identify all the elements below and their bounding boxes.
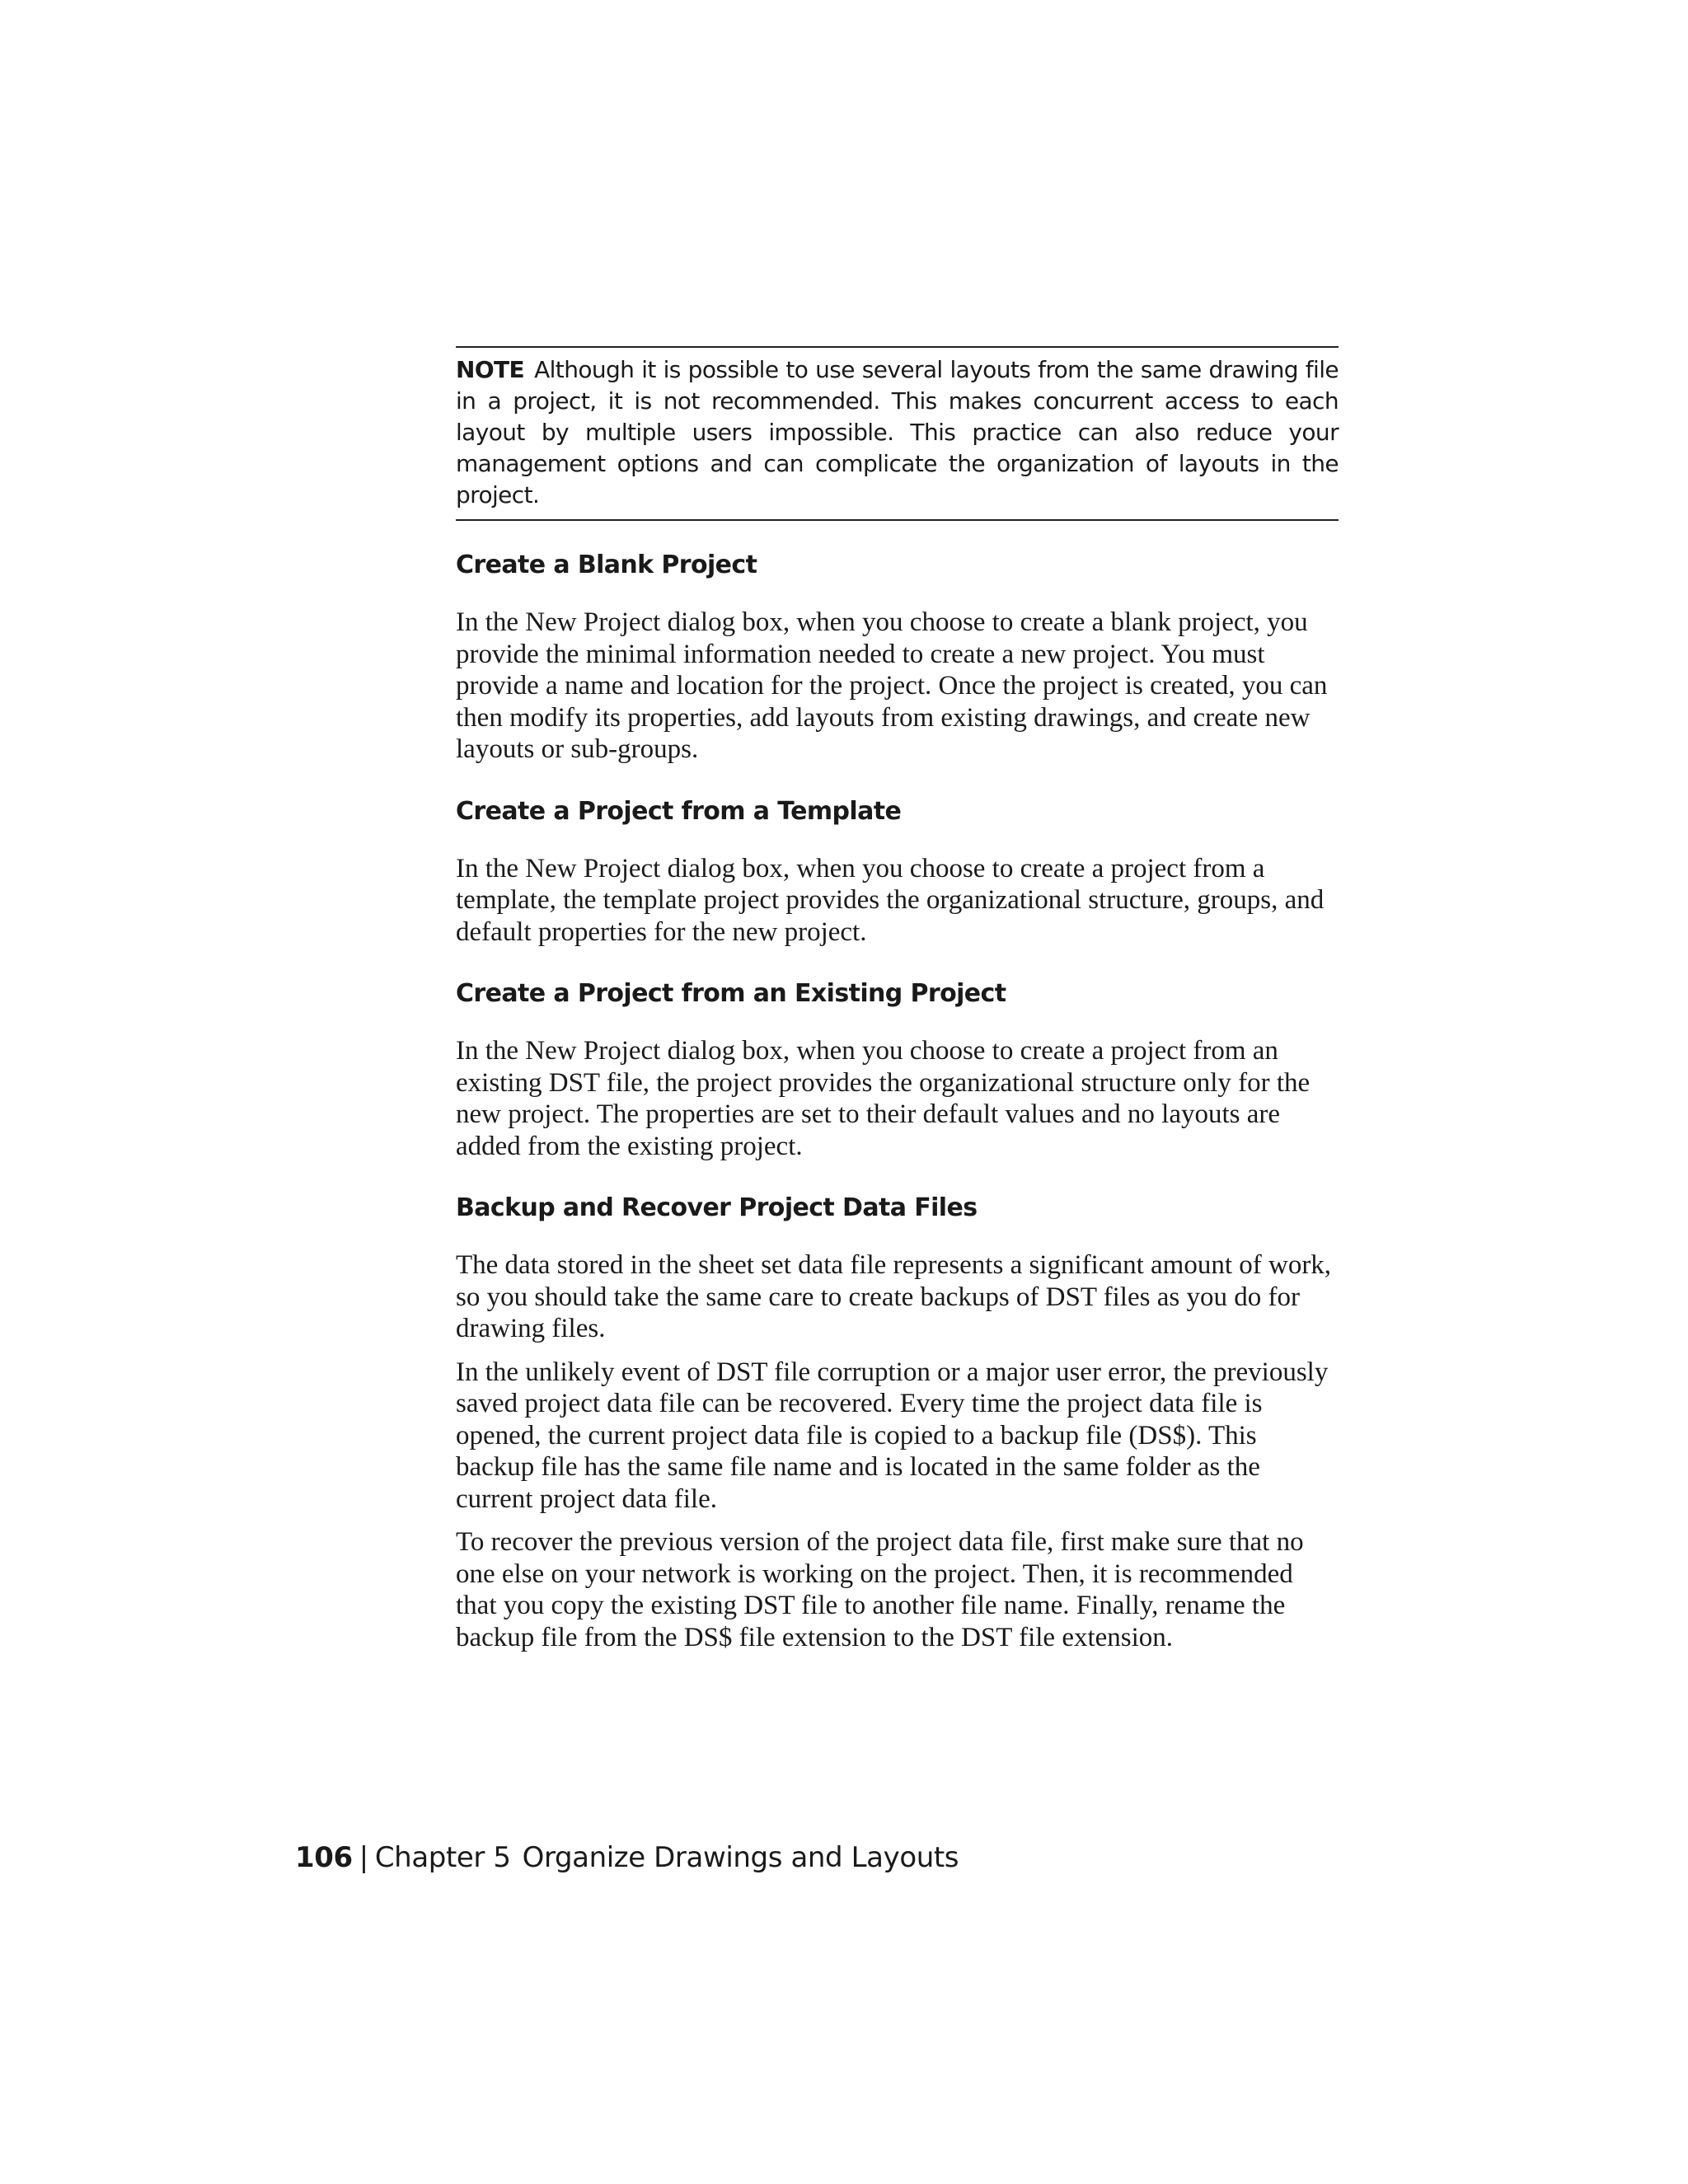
chapter-label: Chapter 5 [374, 1841, 511, 1874]
section-blank-project [456, 549, 1339, 766]
section-paragraph: In the New Project dialog box, when you choose to create a blank project, you provide the minimal information needed to create a new project. You must provide a name and location for the project. Once the project is created, you can then modify its properties, add layouts from existing drawings, and create new layouts or sub-groups. [456, 607, 1328, 764]
section-heading: Create a Project from an Existing Project [456, 979, 1006, 1008]
section-heading: Create a Blank Project [456, 551, 757, 579]
section-project-from-template [456, 795, 1339, 949]
page-number: 106 [295, 1841, 353, 1874]
page-footer [295, 1840, 959, 1876]
note-box [456, 346, 1339, 521]
note-text: Although it is possible to use several layouts from the same drawing file in a project, it is not recommended. This makes concurrent access to each layout by multiple users impossible. This practice can also reduce your management options and can complicate the organization of layouts in the project. [456, 356, 1339, 509]
section-paragraph: In the New Project dialog box, when you choose to create a project from an existing DST file, the project provides the organizational structure only for the new project. The properties are set to their default values and no layouts are added from the existing project. [456, 1036, 1311, 1161]
section-paragraph: In the New Project dialog box, when you choose to create a project from a template, the template project provides the organizational structure, groups, and default properties for the new project. [456, 853, 1325, 947]
section-paragraph: In the unlikely event of DST file corruption or a major user error, the previously saved project data file can be recovered. Every time the project data file is opened, the current project data file is copied to a backup file (DS$). This backup file has the same file name and is located in the same folder as the current project data file. [456, 1357, 1329, 1514]
section-backup-recover [456, 1192, 1339, 1653]
section-paragraph: The data stored in the sheet set data file represents a significant amount of work, so you should take the same care to create backups of DST files as you do for drawing files. [456, 1250, 1332, 1343]
footer-separator: | [359, 1841, 368, 1874]
section-project-from-existing [456, 977, 1339, 1162]
section-heading: Create a Project from a Template [456, 796, 902, 826]
chapter-title: Organize Drawings and Layouts [522, 1841, 959, 1874]
section-heading: Backup and Recover Project Data Files [456, 1193, 978, 1222]
note-label: NOTE [456, 356, 525, 383]
section-paragraph: To recover the previous version of the project data file, first make sure that no one else on your network is working on the project. Then, it is recommended that you copy the existing DST file to another file name. Finally, rename the backup file from the DS$ file extension to the DST file extension. [456, 1527, 1304, 1652]
page-body [456, 346, 1339, 1665]
